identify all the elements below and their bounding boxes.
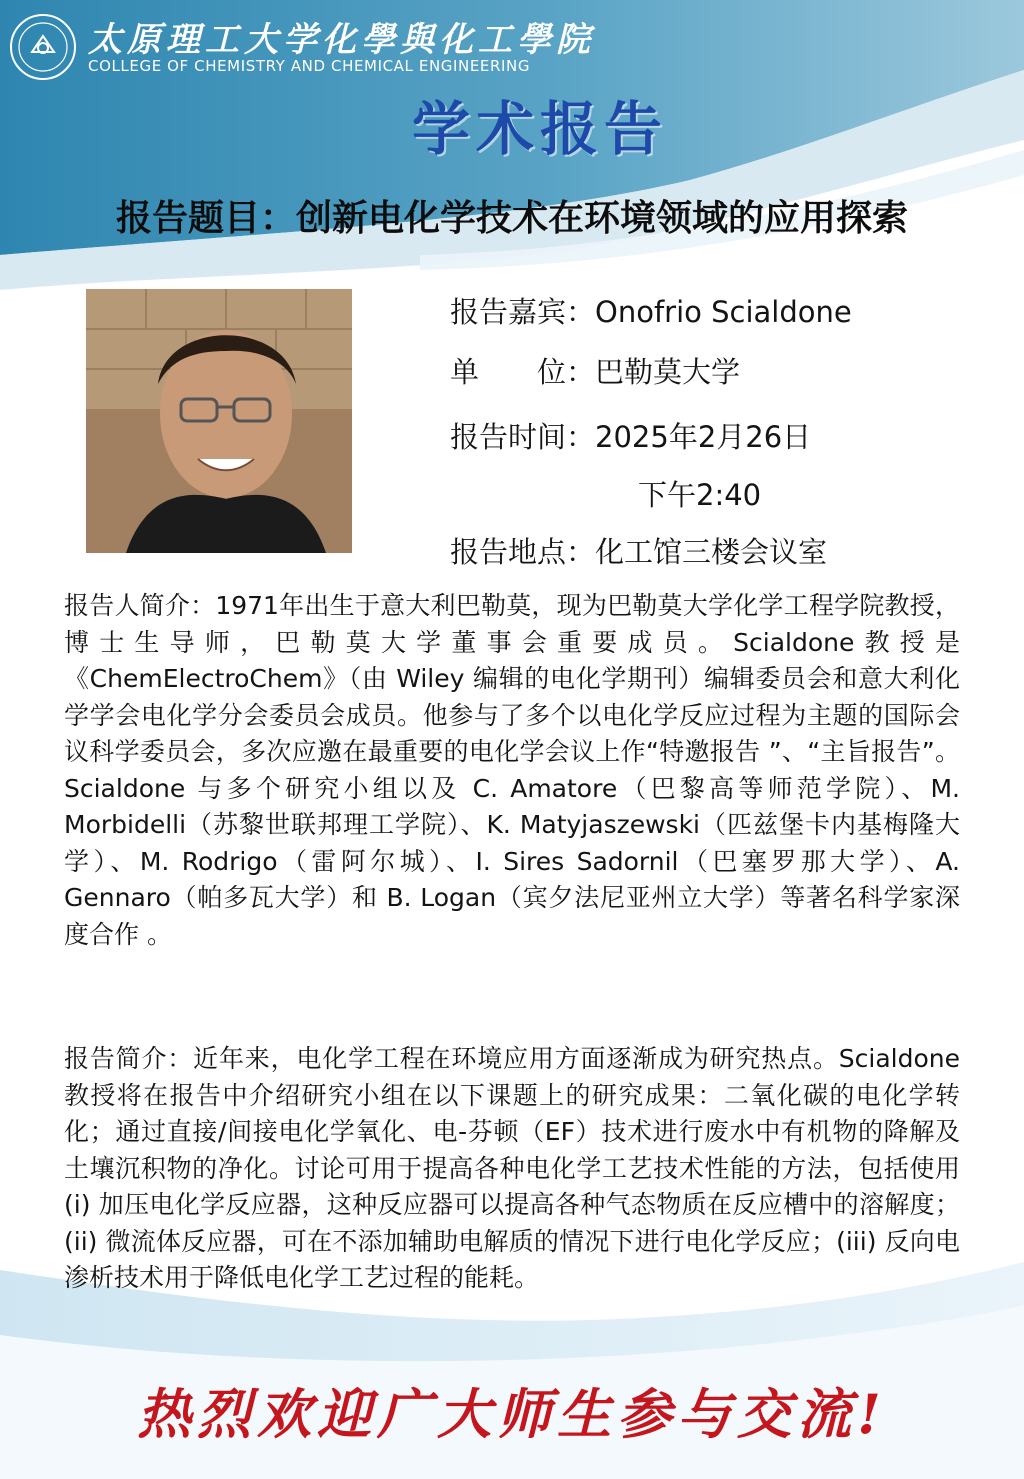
time-date: 2025年2月26日: [595, 420, 812, 454]
place-label: 报告地点：: [450, 535, 596, 569]
place-row: [450, 530, 1010, 570]
banner-title: 学术报告: [411, 95, 668, 163]
speaker-photo: [86, 289, 352, 553]
report-title: 报告题目：创新电化学技术在环境领域的应用探索: [115, 198, 908, 239]
speaker-bio: 报告人简介：1971年出生于意大利巴勒莫，现为巴勒莫大学化学工程学院教授，博士生导师，巴勒莫大学董事会重要成员。Scialdone教授是《ChemElectroChem》（由 Wiley 编辑的电化学期刊）编辑委员会和意大利化学学会电化学分会委员会成员。他参与了多个以电化学反应过程为主题的国际会议科学委员会，多次应邀在最重要的电化学会议上作“特邀报告 ”、“主旨报告”。Scialdone 与多个研究小组以及 C. Amatore（巴黎高等师范学院）、M. Morbidelli（苏黎世联邦理工学院）、K. Matyjaszewski（匹兹堡卡内基梅隆大学）、M. Rodrigo（雷阿尔城）、I. Sires Sadornil（巴塞罗那大学）、A. Gennaro（帕多瓦大学）和 B. Logan（宾夕法尼亚州立大学）等著名科学家深度合作 。: [64, 591, 960, 949]
time-hour: 下午2:40: [638, 478, 762, 512]
org-label: 单 位：: [450, 355, 596, 389]
time-label: 报告时间：: [450, 420, 596, 454]
guest-value: Onofrio Scialdone: [595, 295, 852, 329]
time-row: [450, 415, 1010, 455]
org-row: [450, 350, 1010, 390]
org-value: 巴勒莫大学: [595, 355, 741, 389]
report-abstract: 报告简介：近年来，电化学工程在环境应用方面逐渐成为研究热点。Scialdone教授将在报告中介绍研究小组在以下课题上的研究成果：二氧化碳的电化学转化；通过直接/间接电化学氧化、电-芬顿（EF）技术进行废水中有机物的降解及土壤沉积物的净化。讨论可用于提高各种电化学工艺技术性能的方法，包括使用 (i) 加压电化学反应器，这种反应器可以提高各种气态物质在反应槽中的溶解度；(ii) 微流体反应器，可在不添加辅助电解质的情况下进行电化学反应；(iii) 反向电渗析技术用于降低电化学工艺过程的能耗。: [64, 1044, 960, 1292]
college-name-en: COLLEGE OF CHEMISTRY AND CHEMICAL ENGINEERING: [88, 57, 531, 75]
welcome-slogan: 热烈欢迎广大师生参与交流!: [137, 1382, 887, 1446]
college-logo: [8, 12, 78, 82]
guest-label: 报告嘉宾：: [450, 295, 596, 329]
guest-row: [450, 290, 1010, 330]
place-value: 化工馆三楼会议室: [595, 535, 828, 569]
college-name-cn: 太原理工大学化學與化工學院: [88, 20, 595, 60]
